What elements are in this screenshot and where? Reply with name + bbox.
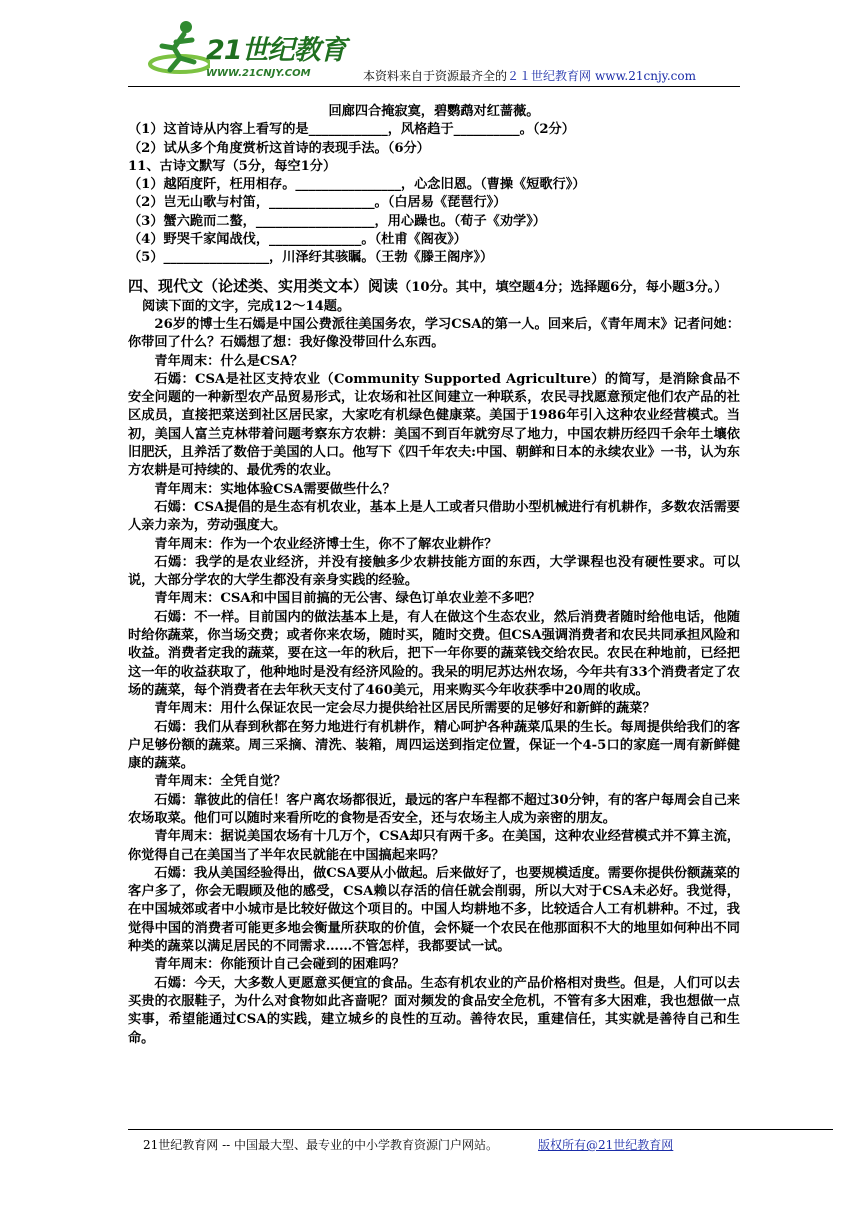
footer-text: 21世纪教育网 -- 中国最大型、最专业的中小学教育资源门户网站。	[143, 1138, 499, 1152]
interview-question: 青年周末：据说美国农场有十几万个，CSA却只有两千多。在美国，这种农业经营模式并不算主流，你觉得自己在美国当了半年农民就能在中国搞起来吗？	[128, 829, 740, 863]
header-note-prefix: 本资料来自于资源最齐全的	[363, 69, 508, 83]
interview-question: 青年周末：作为一个农业经济博士生，你不了解农业耕作？	[154, 536, 498, 552]
interview-question: 青年周末：全凭自觉？	[154, 774, 287, 790]
question-11-item: （1）越陌度阡，枉用相存。________________，心念旧恩。（曹操《短歌行》）	[128, 177, 586, 193]
header-note	[363, 67, 696, 84]
question-11-item: （2）岂无山歌与村笛，________________。（白居易《琵琶行》）	[128, 195, 507, 211]
question-11-item: （4）野哭千家闻战伐，______________。（杜甫《阁夜》）	[128, 232, 467, 248]
logo-title: 21世纪教育	[206, 35, 346, 66]
question-11-title: 11、古诗文默写（5分，每空1分）	[128, 158, 337, 174]
page-header	[0, 0, 860, 90]
section-4-title: 四、现代文（论述类、实用类文本）阅读	[128, 276, 399, 295]
interview-question: 青年周末：你能预计自己会碰到的困难吗？	[154, 957, 405, 973]
poem-line: 回廊四合掩寂寞，碧鹦鹉对红蔷薇。	[328, 104, 540, 119]
interview-answer: 石嫣：靠彼此的信任！客户离农场都很近，最远的客户车程都不超过30分钟，有的客户每周会自己来农场取菜。他们可以随时来看所吃的食物是否安全，还与农场主人成为亲密的朋友。	[128, 792, 740, 826]
header-divider	[128, 86, 740, 87]
site-logo[interactable]	[140, 18, 346, 82]
question-11-item: （3）蟹六跪而二螯，__________________，用心躁也。（荀子《劝学》）	[128, 213, 546, 229]
interview-question: 青年周末：CSA和中国目前搞的无公害、绿色订单农业差不多吧？	[154, 591, 541, 607]
logo-url: WWW.21CNJY.COM	[206, 68, 311, 79]
question-11-item: （5）________________，川泽纡其骇瞩。（王勃《滕王阁序》）	[128, 250, 494, 266]
section-4-heading	[128, 276, 740, 298]
interview-answer: 石嫣：CSA是社区支持农业（Community Supported Agriculture）的简写，是消除食品不安全问题的一种新型农产品贸易形式，让农场和社区间建立一种联系，农民寻找愿意预定他们农产品的社区成员，直接把菜送到社区居民家，大家吃有机绿色健康菜。美国于1986年引入这种农业经营模式。当初，美国人富兰克林带着问题考察东方农耕：美国不到百年就穷尽了地力，中国农耕历经四千余年土壤依旧肥沃，且养活了数倍于美国的人口。他写下《四千年农夫:中国、朝鲜和日本的永续农业》一书，认为东方农耕是可持续的、最优秀的农业。	[128, 371, 740, 479]
page-footer	[143, 1136, 673, 1153]
running-figure-logo-icon	[140, 18, 210, 82]
interview-question: 青年周末：用什么保证农民一定会尽力提供给社区居民所需要的足够好和新鲜的蔬菜？	[154, 701, 656, 717]
reading-prompt: 阅读下面的文字，完成12～14题。	[142, 298, 351, 314]
footer-divider	[128, 1129, 833, 1130]
interview-answer: 石嫣：CSA提倡的是生态有机农业，基本上是人工或者只借助小型机械进行有机耕作，多数农活需要人亲力亲为，劳动强度大。	[128, 499, 740, 534]
document-body	[128, 103, 740, 1048]
interview-question: 青年周末：什么是CSA？	[154, 353, 304, 369]
question-10-2: （2）试从多个角度赏析这首诗的表现手法。（6分）	[128, 140, 430, 156]
copyright-link[interactable]: 版权所有@21世纪教育网	[538, 1138, 674, 1152]
article-paragraph: 26岁的博士生石嫣是中国公费派往美国务农，学习CSA的第一人。回来后，《青年周末》记者问她：你带回了什么？石嫣想了想：我好像没带回什么东西。	[128, 316, 740, 351]
interview-answer: 石嫣：今天，大多数人更愿意买便宜的食品。生态有机农业的产品价格相对贵些。但是，人们可以去买贵的衣服鞋子，为什么对食物如此吝啬呢？面对频发的食品安全危机，不管有多大困难，我也想做一点实事，希望能通过CSA的实践，建立城乡的良性的互动。善待农民，重建信任，其实就是善待自己和生命。	[128, 975, 740, 1046]
header-site-link[interactable]: ２１世纪教育网	[507, 69, 592, 83]
question-10-1: （1）这首诗从内容上看写的是____________，风格趋于__________。（2分）	[128, 122, 575, 138]
interview-answer: 石嫣：我们从春到秋都在努力地进行有机耕作，精心呵护各种蔬菜瓜果的生长。每周提供给我们的客户足够份额的蔬菜。周三采摘、清洗、装箱，周四运送到指定位置，保证一个4-5口的家庭一周有新鲜健康的蔬菜。	[128, 719, 740, 772]
interview-answer: 石嫣：我从美国经验得出，做CSA要从小做起。后来做好了，也要规模适度。需要你提供份额蔬菜的客户多了，你会无暇顾及他的感受，CSA赖以存活的信任就会削弱，所以大对于CSA未必好。我觉得，在中国城郊或者中小城市是比较好做这个项目的。中国人均耕地不多，比较适合人工有机耕种。不过，我觉得中国的消费者可能更多地会衡量所获取的价值，会怀疑一个农民在他那面积不大的地里如何种出不同种类的蔬菜以满足居民的不同需求……不管怎样，我都要试一试。	[128, 865, 740, 955]
interview-answer: 石嫣：不一样。目前国内的做法基本上是，有人在做这个生态农业，然后消费者随时给他电话，他随时给你蔬菜，你当场交费；或者你来农场，随时买，随时交费。但CSA强调消费者和农民共同承担风险和收益。消费者定我的蔬菜，要在这一年的秋后，把下一年你要的蔬菜钱交给农民。农民在种地前，已经把这一年的收益获取了，他种地时是没有经济风险的。我呆的明尼苏达州农场，今年共有33个消费者定了农场的蔬菜，每个消费者在去年秋天支付了460美元，用来购买今年收获季中20周的收成。	[128, 609, 740, 698]
section-4-note: （10分。其中，填空题4分；选择题6分，每小题3分。）	[398, 279, 728, 295]
interview-question: 青年周末：实地体验CSA需要做些什么？	[154, 481, 396, 497]
header-url-link[interactable]: www.21cnjy.com	[595, 69, 696, 83]
interview-answer: 石嫣：我学的是农业经济，并没有接触多少农耕技能方面的东西，大学课程也没有硬性要求。可以说，大部分学农的大学生都没有亲身实践的经验。	[128, 554, 740, 589]
